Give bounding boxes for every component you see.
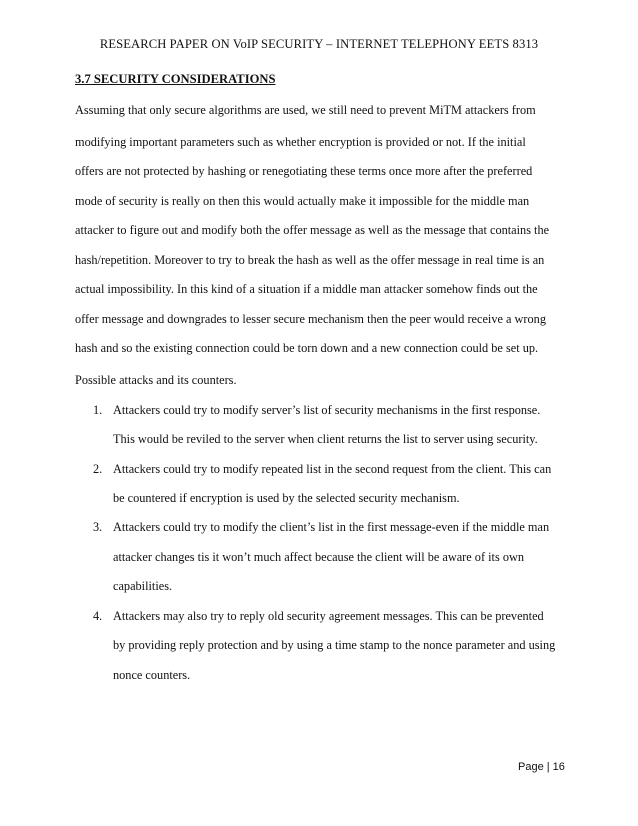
list-item-line: nonce counters. <box>113 668 191 682</box>
paragraph-line: offer message and downgrades to lesser secure mechanism then the peer would receive a wrong <box>75 312 546 326</box>
list-item-line: Attackers could try to modify the client’s list in the first message-even if the middle man <box>113 520 550 534</box>
paragraph-line: actual impossibility. In this kind of a situation if a middle man attacker somehow finds out the <box>75 282 538 296</box>
running-header: RESEARCH PAPER ON VoIP SECURITY – INTERNET TELEPHONY EETS 8313 <box>99 37 539 51</box>
list-item-number: 2. <box>93 462 103 476</box>
paragraph-line: hash and so the existing connection could be torn down and a new connection could be set up. <box>75 341 539 355</box>
list-item-line: by providing reply protection and by using a time stamp to the nonce parameter and using <box>113 638 556 652</box>
paragraph-line: hash/repetition. Moreover to try to break the hash as well as the offer message in real time is an <box>75 253 545 267</box>
list-item-line: Attackers could try to modify server’s list of security mechanisms in the first response. <box>113 403 541 417</box>
list-item-number: 4. <box>93 609 103 623</box>
list-item-line: attacker changes tis it won’t much affect because the client will be aware of its own <box>113 550 524 564</box>
paragraph-line: Assuming that only secure algorithms are used, we still need to prevent MiTM attackers from <box>75 103 536 117</box>
list-item-line: be countered if encryption is used by the selected security mechanism. <box>113 491 460 505</box>
paragraph-line: offers are not protected by hashing or renegotiating these terms once more after the preferred <box>75 164 533 178</box>
list-item-line: Attackers could try to modify repeated list in the second request from the client. This can <box>113 462 552 476</box>
section-heading: 3.7 SECURITY CONSIDERATIONS <box>75 72 276 86</box>
list-item-number: 1. <box>93 403 103 417</box>
paragraph-line: mode of security is really on then this would actually make it impossible for the middle man <box>75 194 530 208</box>
attacks-intro: Possible attacks and its counters. <box>75 373 237 387</box>
paragraph-line: modifying important parameters such as whether encryption is provided or not. If the initial <box>75 135 526 149</box>
paragraph-line: attacker to figure out and modify both the offer message as well as the message that contains the <box>75 223 550 237</box>
list-item-line: capabilities. <box>113 579 173 593</box>
page-number: Page | 16 <box>518 761 565 773</box>
list-item-line: Attackers may also try to reply old security agreement messages. This can be prevented <box>113 609 544 623</box>
list-item-line: This would be reviled to the server when client returns the list to server using security. <box>113 432 538 446</box>
list-item-number: 3. <box>93 520 103 534</box>
